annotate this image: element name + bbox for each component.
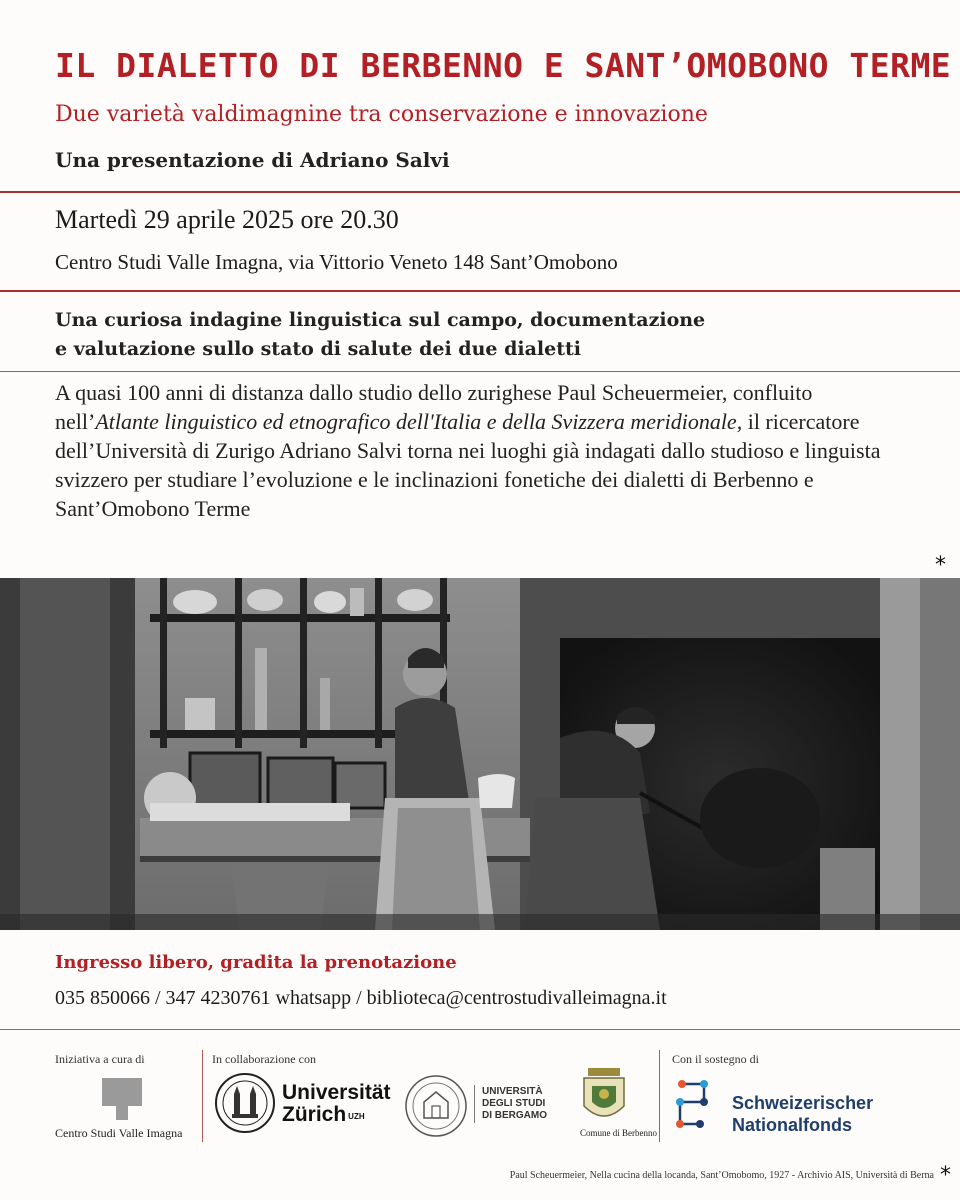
divider	[0, 371, 960, 372]
comune-crest-icon	[578, 1068, 630, 1126]
centro-studi-logo-icon	[102, 1078, 142, 1120]
event-title: IL DIALETTO DI BERBENNO E SANT’OMOBONO TERME	[55, 46, 952, 85]
comune-name: Comune di Berbenno	[580, 1128, 657, 1138]
uzh-name	[282, 1082, 391, 1126]
divider	[0, 1029, 960, 1030]
uzh-line	[282, 1104, 391, 1126]
collaboration-label: In collaborazione con	[212, 1052, 316, 1066]
unibg-seal-icon	[404, 1074, 468, 1138]
unibg-line: DEGLI STUDI	[482, 1098, 546, 1109]
lead-text	[55, 306, 875, 364]
uzh-line-text: Zürich	[282, 1103, 347, 1126]
sponsor-separator	[659, 1050, 660, 1142]
snf-line: Nationalfonds	[732, 1115, 852, 1135]
asterisk-mark: *	[935, 553, 946, 578]
asterisk-mark: *	[940, 1163, 951, 1188]
presenter-line: Una presentazione di Adriano Salvi	[55, 148, 450, 172]
uzh-line: Universität	[282, 1081, 391, 1104]
kitchen-photo-illustration	[0, 578, 960, 930]
unibg-line: DI BERGAMO	[482, 1110, 547, 1121]
description-paragraph	[55, 378, 915, 523]
divider	[0, 191, 960, 193]
sponsor-separator	[202, 1050, 203, 1142]
initiative-label: Iniziativa a cura di	[55, 1052, 145, 1066]
centro-studi-name: Centro Studi Valle Imagna	[55, 1126, 183, 1140]
entry-note: Ingresso libero, gradita la prenotazione	[55, 952, 457, 973]
contact-line[interactable]: 035 850066 / 347 4230761 whatsapp / biblioteca@centrostudivalleimagna.it	[55, 987, 667, 1009]
event-venue: Centro Studi Valle Imagna, via Vittorio Veneto 148 Sant’Omobono	[55, 250, 618, 274]
snf-line: Schweizerischer	[732, 1093, 874, 1113]
unibg-name	[482, 1086, 547, 1122]
unibg-divider	[474, 1085, 475, 1123]
support-label: Con il sostegno di	[672, 1052, 760, 1066]
divider	[0, 290, 960, 292]
photo-credit: Paul Scheuermeier, Nella cucina della locanda, Sant’Omobomo, 1927 - Archivio AIS, Università di Berna	[509, 1170, 934, 1181]
lead-line: Una curiosa indagine linguistica sul campo, documentazione	[55, 309, 706, 331]
unibg-line: UNIVERSITÀ	[482, 1086, 543, 1097]
description-text: A quasi 100 anni di distanza dallo studio dello zurighese Paul Scheuermeier, confluito nell’	[55, 380, 813, 434]
lead-line: e valutazione sullo stato di salute dei due dialetti	[55, 338, 581, 360]
uzh-seal-icon	[214, 1072, 276, 1134]
atlas-title: Atlante linguistico ed etnografico dell'Italia e della Svizzera meridionale,	[95, 409, 743, 434]
event-date: Martedì 29 aprile 2025 ore 20.30	[55, 205, 399, 234]
historic-photo	[0, 578, 960, 930]
event-subtitle: Due varietà valdimagnine tra conservazione e innovazione	[55, 102, 708, 127]
uzh-abbrev: UZH	[348, 1112, 365, 1121]
snf-network-icon	[672, 1072, 728, 1138]
description-text: il ricercatore dell’Università di Zurigo Adriano Salvi torna nei luoghi già indagati dallo studioso e linguista svizzero per studiare l’evoluzione e le inclinazioni fonetiche dei dialetti di Berbenno e Sant’Omobono Terme	[55, 409, 881, 521]
snf-name	[732, 1092, 873, 1136]
